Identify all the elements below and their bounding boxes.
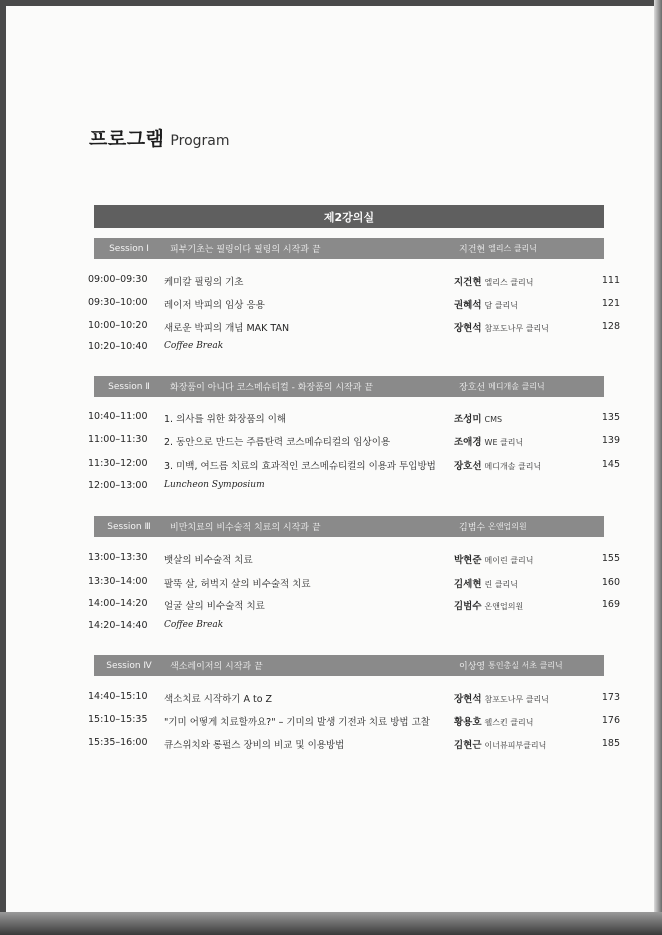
row-topic: Coffee Break	[164, 620, 224, 630]
chair-clinic: 메디개솔 클리닉	[488, 382, 545, 391]
row-topic: 케미칼 필링의 기초	[164, 277, 244, 288]
session-chair	[459, 516, 527, 537]
speaker-clinic: 참포도나무 클리닉	[484, 695, 549, 704]
session-title: 색소레이저의 시작과 끝	[170, 662, 263, 672]
speaker-name: 장호선	[454, 461, 482, 472]
row-topic: Coffee Break	[164, 341, 224, 351]
session-header	[94, 376, 604, 397]
speaker-clinic: 온앤업의원	[484, 602, 524, 611]
row-speaker	[454, 458, 541, 472]
program-row	[6, 294, 654, 314]
row-speaker	[454, 274, 533, 288]
program-row-break	[6, 338, 654, 358]
row-topic: 새로운 박피의 개념 MAK TAN	[164, 323, 290, 334]
row-topic: 색소치료 시작하기 A to Z	[164, 694, 273, 705]
session-header	[94, 655, 604, 676]
program-row	[6, 549, 654, 569]
row-time: 12:00–13:00	[88, 480, 148, 491]
speaker-name: 장현석	[454, 323, 482, 334]
speaker-name: 조애경	[454, 437, 482, 448]
row-time: 15:10–15:35	[88, 714, 148, 725]
row-topic: "기미 어떻게 치료할까요?" – 기미의 발생 기전과 치료 방법 고찰	[164, 717, 430, 728]
row-page-number: 121	[601, 298, 620, 309]
row-topic: 큐스위치와 롱펄스 장비의 비교 및 이용방법	[164, 740, 345, 751]
speaker-name: 권혜석	[454, 300, 482, 311]
program-row-break	[6, 477, 654, 497]
page-title-korean: 프로그램	[89, 128, 165, 150]
scan-edge-right	[654, 0, 662, 935]
speaker-name: 김현근	[454, 740, 482, 751]
speaker-name: 황용호	[454, 717, 482, 728]
speaker-clinic: 참포도나무 클리닉	[484, 324, 549, 333]
program-row	[6, 573, 654, 593]
row-time: 13:00–13:30	[88, 552, 148, 563]
chair-clinic: 통인총실 서초 클리닉	[488, 661, 563, 670]
session-chair	[459, 655, 563, 676]
chair-clinic: 엘리스 클리닉	[488, 244, 538, 253]
row-page-number: 155	[601, 553, 620, 564]
program-row-break	[6, 617, 654, 637]
scan-edge-bottom	[0, 912, 662, 935]
speaker-name: 지건현	[454, 277, 482, 288]
program-row	[6, 734, 654, 754]
chair-name: 장호선	[459, 383, 486, 393]
session-title: 화장품이 아니다 코스메슈티컬 - 화장품의 시작과 끝	[170, 383, 373, 393]
speaker-name: 김세현	[454, 579, 482, 590]
speaker-name: 박현준	[454, 555, 482, 566]
row-time: 14:40–15:10	[88, 691, 148, 702]
program-row	[6, 431, 654, 451]
row-time: 10:00–10:20	[88, 320, 148, 331]
session-header	[94, 516, 604, 537]
session-title: 피부기초는 필링이다 필링의 시작과 끝	[170, 245, 321, 255]
chair-name: 지건현	[459, 245, 486, 255]
row-time: 14:20–14:40	[88, 620, 148, 631]
row-time: 10:40–11:00	[88, 411, 148, 422]
program-row	[6, 455, 654, 475]
program-row	[6, 408, 654, 428]
row-time: 11:00–11:30	[88, 434, 148, 445]
session-header	[94, 238, 604, 259]
chair-name: 이상영	[459, 662, 486, 672]
row-page-number: 111	[601, 275, 620, 286]
session-label: Session Ⅰ	[109, 243, 149, 254]
row-topic: 뱃살의 비수술적 치료	[164, 555, 253, 566]
row-topic: 2. 동안으로 만드는 주름탄력 코스메슈티컬의 임상이용	[164, 437, 391, 448]
speaker-name: 조성미	[454, 414, 482, 425]
row-speaker	[454, 552, 533, 566]
row-time: 15:35–16:00	[88, 737, 148, 748]
speaker-clinic: 담 클리닉	[484, 301, 518, 310]
row-time: 13:30–14:00	[88, 576, 148, 587]
row-speaker	[454, 297, 518, 311]
session-label: Session Ⅲ	[107, 521, 151, 532]
speaker-name: 김범수	[454, 601, 482, 612]
program-row	[6, 271, 654, 291]
row-topic: 얼굴 살의 비수술적 치료	[164, 601, 265, 612]
row-speaker	[454, 691, 549, 705]
program-page	[6, 6, 654, 912]
program-row	[6, 688, 654, 708]
row-time: 14:00–14:20	[88, 598, 148, 609]
row-speaker	[454, 411, 502, 425]
session-label: Session Ⅱ	[108, 381, 150, 392]
row-topic: Luncheon Symposium	[164, 480, 265, 490]
speaker-clinic: WE 클리닉	[484, 438, 524, 447]
row-speaker	[454, 598, 523, 612]
program-row	[6, 595, 654, 615]
speaker-name: 장현석	[454, 694, 482, 705]
row-page-number: 135	[601, 412, 620, 423]
session-title: 비만치료의 비수술적 치료의 시작과 끝	[170, 523, 321, 533]
row-time: 11:30–12:00	[88, 458, 148, 469]
session-label: Session Ⅳ	[106, 660, 152, 671]
row-speaker	[454, 320, 549, 334]
chair-clinic: 온앤업의원	[488, 522, 527, 531]
program-row	[6, 317, 654, 337]
speaker-clinic: 메디개솔 클리닉	[484, 462, 542, 471]
session-chair	[459, 376, 545, 397]
row-page-number: 173	[601, 692, 620, 703]
row-topic: 3. 미백, 여드름 치료의 효과적인 코스메슈티컬의 이용과 투입방법	[164, 461, 436, 472]
row-topic: 레이저 박피의 임상 응용	[164, 300, 265, 311]
page-title	[89, 124, 230, 151]
row-time: 10:20–10:40	[88, 341, 148, 352]
row-page-number: 185	[601, 738, 620, 749]
room-title: 제2강의실	[323, 210, 375, 224]
row-speaker	[454, 737, 546, 751]
program-row	[6, 711, 654, 731]
row-page-number: 145	[601, 459, 620, 470]
row-page-number: 176	[601, 715, 620, 726]
row-time: 09:30–10:00	[88, 297, 148, 308]
row-page-number: 128	[601, 321, 620, 332]
page-title-english: Program	[170, 133, 230, 149]
speaker-clinic: CMS	[484, 415, 503, 424]
speaker-clinic: 웰스킨 클리닉	[484, 718, 534, 727]
row-speaker	[454, 576, 518, 590]
row-speaker	[454, 714, 533, 728]
chair-name: 김범수	[459, 523, 486, 533]
row-page-number: 169	[601, 599, 620, 610]
row-time: 09:00–09:30	[88, 274, 148, 285]
speaker-clinic: 린 클리닉	[484, 580, 518, 589]
speaker-clinic: 엘리스 클리닉	[484, 278, 534, 287]
row-topic: 1. 의사를 위한 화장품의 이해	[164, 414, 287, 425]
session-chair	[459, 238, 537, 259]
row-page-number: 139	[601, 435, 620, 446]
room-header-bar	[94, 205, 604, 228]
row-page-number: 160	[601, 577, 620, 588]
row-topic: 팔뚝 살, 허벅지 살의 비수술적 치료	[164, 579, 311, 590]
row-speaker	[454, 434, 523, 448]
speaker-clinic: 메이린 클리닉	[484, 556, 534, 565]
speaker-clinic: 이너뷰피부클리닉	[484, 741, 547, 750]
